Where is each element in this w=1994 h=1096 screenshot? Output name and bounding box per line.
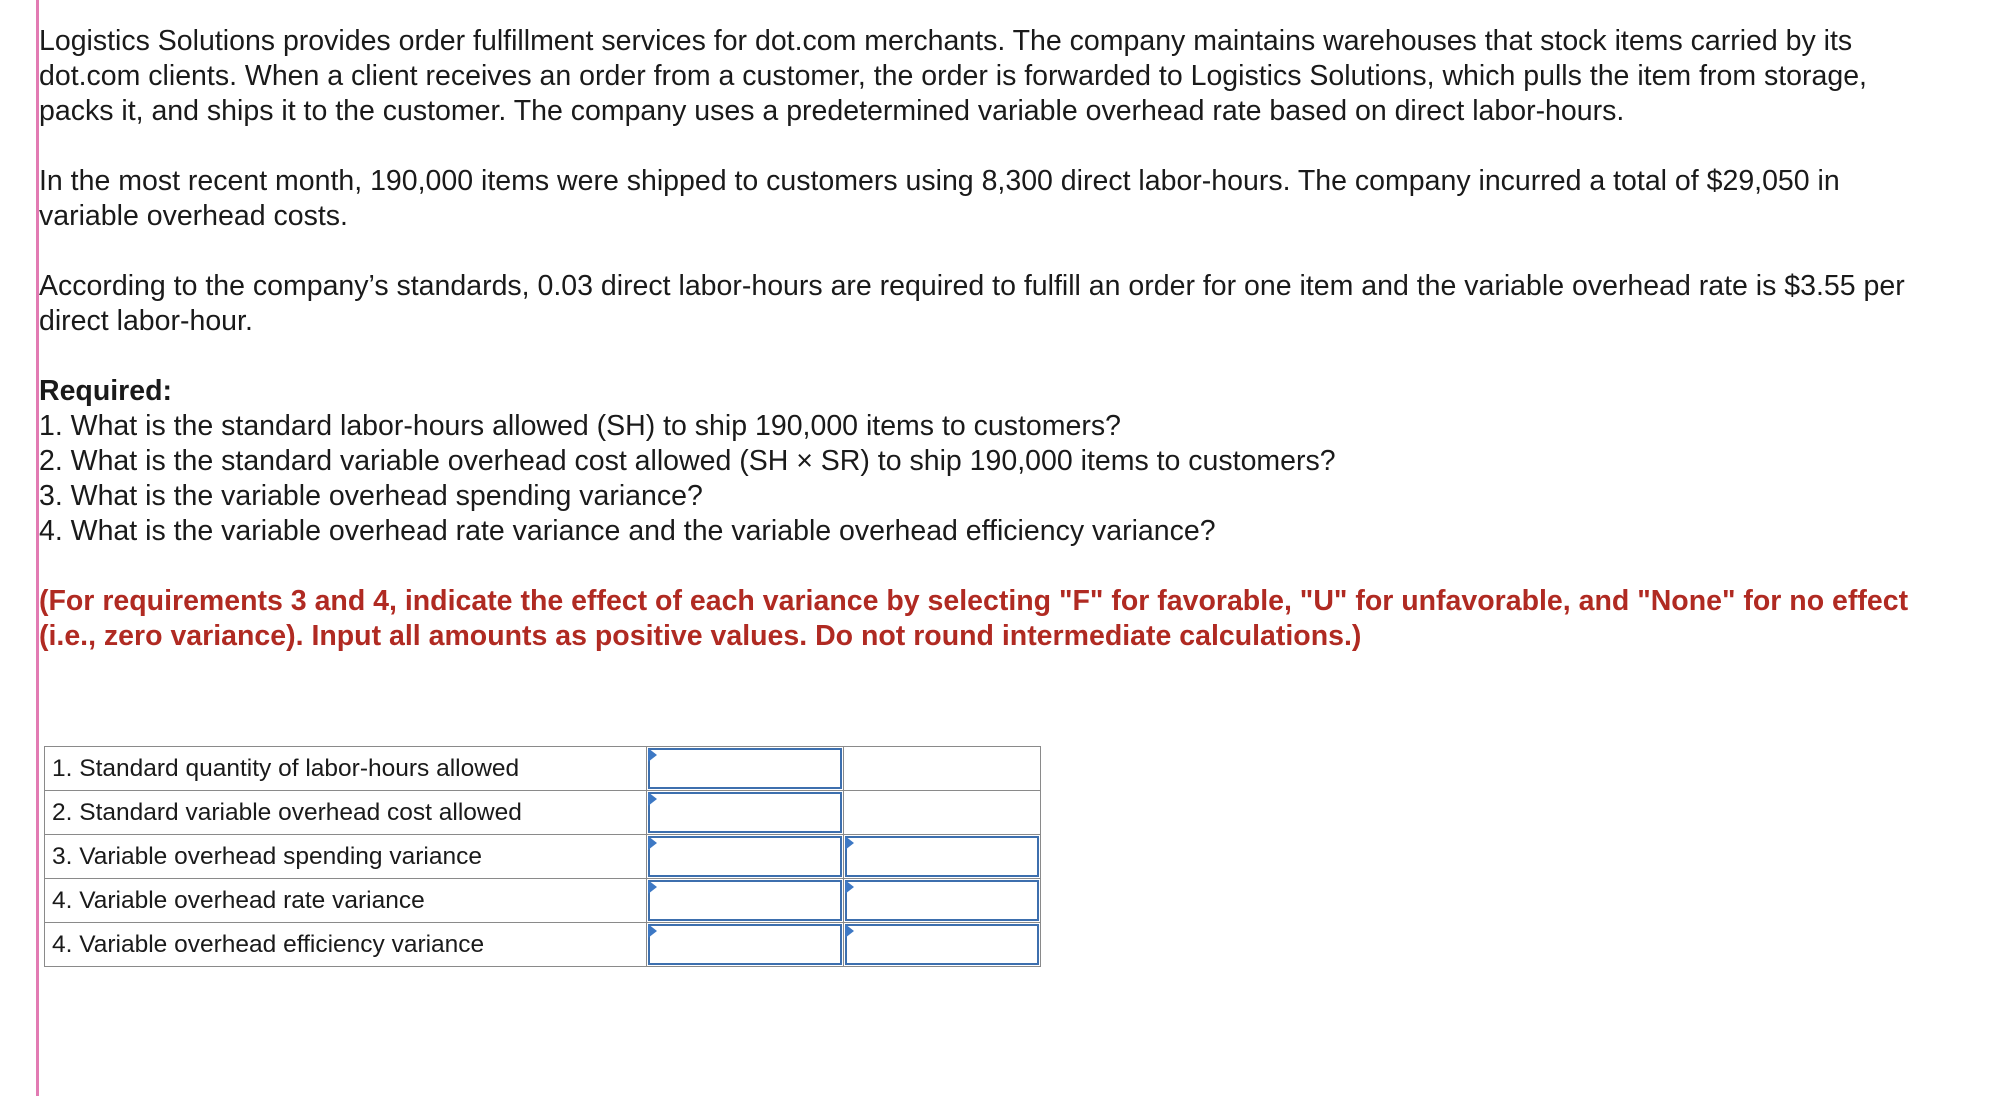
amount-input-box bbox=[648, 880, 842, 921]
standard-labor-hours-input[interactable] bbox=[650, 750, 840, 787]
effect-cell bbox=[844, 835, 1041, 879]
spending-variance-effect-select[interactable] bbox=[847, 838, 1037, 875]
table-row bbox=[45, 791, 1041, 835]
answer-table bbox=[44, 746, 1041, 967]
empty-effect-cell bbox=[844, 747, 1041, 791]
row-label: 2. Standard variable overhead cost allowed bbox=[45, 791, 647, 835]
instruction-text: (For requirements 3 and 4, indicate the effect of each variance by selecting "F" for favorable, "U" for unfavorable, and "None" for no effect (i.e., zero variance). Input all amounts as positive values. Do not round intermediate calculations.) bbox=[39, 585, 1909, 652]
row-label: 4. Variable overhead efficiency variance bbox=[45, 923, 647, 967]
required-list bbox=[39, 409, 1939, 549]
spending-variance-input[interactable] bbox=[650, 838, 840, 875]
row-label: 4. Variable overhead rate variance bbox=[45, 879, 647, 923]
required-heading: Required: bbox=[39, 375, 173, 407]
cell-marker-icon bbox=[648, 836, 657, 850]
cell-marker-icon bbox=[648, 880, 657, 894]
problem-content bbox=[39, 24, 1939, 654]
effect-select-box bbox=[845, 924, 1039, 965]
required-item-2: 2. What is the standard variable overhead cost allowed (SH × SR) to ship 190,000 items to customers? bbox=[39, 445, 1336, 477]
required-item-1: 1. What is the standard labor-hours allowed (SH) to ship 190,000 items to customers? bbox=[39, 410, 1121, 442]
effect-select-box bbox=[845, 880, 1039, 921]
amount-cell bbox=[647, 747, 844, 791]
dropdown-marker-icon bbox=[845, 880, 854, 894]
required-item-3: 3. What is the variable overhead spending variance? bbox=[39, 480, 703, 512]
amount-input-box bbox=[648, 836, 842, 877]
empty-effect-cell bbox=[844, 791, 1041, 835]
rate-variance-effect-select[interactable] bbox=[847, 882, 1037, 919]
table-row bbox=[45, 879, 1041, 923]
problem-paragraph-3: According to the company’s standards, 0.03 direct labor-hours are required to fulfill an order for one item and the variable overhead rate is $3.55 per direct labor-hour. bbox=[39, 270, 1905, 337]
table-row bbox=[45, 923, 1041, 967]
amount-input-box bbox=[648, 924, 842, 965]
cell-marker-icon bbox=[648, 748, 657, 762]
efficiency-variance-input[interactable] bbox=[650, 926, 840, 963]
amount-cell bbox=[647, 791, 844, 835]
amount-cell bbox=[647, 923, 844, 967]
problem-paragraph-1: Logistics Solutions provides order fulfillment services for dot.com merchants. The company maintains warehouses that stock items carried by its dot.com clients. When a client receives an order from a customer, the order is forwarded to Logistics Solutions, which pulls the item from storage, packs it, and ships it to the customer. The company uses a predetermined variable overhead rate based on direct labor-hours. bbox=[39, 25, 1867, 127]
dropdown-marker-icon bbox=[845, 924, 854, 938]
rate-variance-input[interactable] bbox=[650, 882, 840, 919]
table-row bbox=[45, 747, 1041, 791]
row-label: 1. Standard quantity of labor-hours allowed bbox=[45, 747, 647, 791]
row-label: 3. Variable overhead spending variance bbox=[45, 835, 647, 879]
efficiency-variance-effect-select[interactable] bbox=[847, 926, 1037, 963]
standard-overhead-cost-input[interactable] bbox=[650, 794, 840, 831]
amount-input-box bbox=[648, 792, 842, 833]
effect-cell bbox=[844, 879, 1041, 923]
effect-select-box bbox=[845, 836, 1039, 877]
cell-marker-icon bbox=[648, 792, 657, 806]
amount-input-box bbox=[648, 748, 842, 789]
required-item-4: 4. What is the variable overhead rate variance and the variable overhead efficiency variance? bbox=[39, 515, 1216, 547]
amount-cell bbox=[647, 879, 844, 923]
effect-cell bbox=[844, 923, 1041, 967]
problem-paragraph-2: In the most recent month, 190,000 items were shipped to customers using 8,300 direct labor-hours. The company incurred a total of $29,050 in variable overhead costs. bbox=[39, 165, 1840, 232]
cell-marker-icon bbox=[648, 924, 657, 938]
dropdown-marker-icon bbox=[845, 836, 854, 850]
amount-cell bbox=[647, 835, 844, 879]
table-row bbox=[45, 835, 1041, 879]
